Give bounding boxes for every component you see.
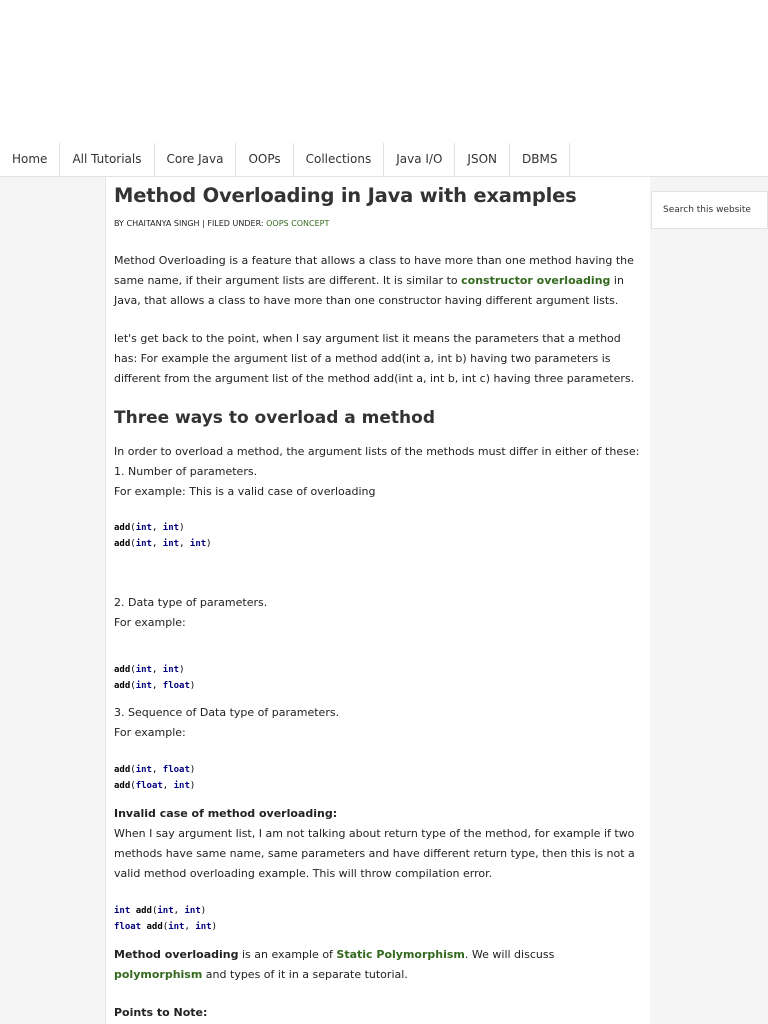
code-block-3: add(int, float) add(float, int) <box>114 765 196 791</box>
datatype-line-2: For example: <box>114 616 186 629</box>
code-type: int <box>135 681 152 691</box>
code-type: int <box>162 539 180 549</box>
code-fn: add <box>114 539 131 549</box>
code-type: int <box>135 539 152 549</box>
poly-text-b: . We will discuss <box>464 948 555 961</box>
ways-paragraph <box>114 442 644 502</box>
nav-all-tutorials[interactable]: All Tutorials <box>60 143 154 176</box>
code-type: float <box>135 781 163 791</box>
code-fn: add <box>114 681 131 691</box>
code-type: int <box>184 906 201 916</box>
code-fn: add <box>114 765 131 775</box>
code-type: int <box>135 765 152 775</box>
code-type: int <box>135 523 152 533</box>
nav-oops[interactable]: OOPs <box>236 143 293 176</box>
sequence-line-1: 3. Sequence of Data type of parameters. <box>114 706 340 719</box>
invalid-heading: Invalid case of method overloading: <box>114 807 338 820</box>
poly-text-a: is an example of <box>238 948 337 961</box>
code-block-2: add(int, int) add(int, float) <box>114 665 196 691</box>
code-fn: add <box>114 665 131 675</box>
left-gutter <box>0 177 105 1024</box>
code-type: int <box>157 906 174 916</box>
static-polymorphism-link[interactable]: Static Polymorphism <box>336 948 465 961</box>
code-fn: add <box>135 906 152 916</box>
article-meta <box>114 219 642 228</box>
nav-home[interactable]: Home <box>0 143 60 176</box>
code-fn: add <box>114 523 131 533</box>
code-type: int <box>162 523 180 533</box>
poly-text-c: and types of it in a separate tutorial. <box>202 968 408 981</box>
ways-line-2: 1. Number of parameters. <box>114 465 258 478</box>
polymorphism-link[interactable]: polymorphism <box>114 968 203 981</box>
intro-paragraph <box>114 251 644 311</box>
search-input[interactable]: Search this website <box>651 191 768 229</box>
code-type: int <box>189 539 207 549</box>
nav-dbms[interactable]: DBMS <box>510 143 570 176</box>
code-type: int <box>168 922 185 932</box>
code-type: int <box>114 906 131 916</box>
nav-collections[interactable]: Collections <box>294 143 385 176</box>
nav-core-java[interactable]: Core Java <box>155 143 237 176</box>
code-type: int <box>162 665 180 675</box>
code-fn: add <box>146 922 163 932</box>
category-link[interactable]: OOPS CONCEPT <box>266 219 330 228</box>
site-header <box>0 0 768 144</box>
method-overloading-bold: Method overloading <box>114 948 239 961</box>
code-type: int <box>173 781 190 791</box>
article <box>105 177 650 1024</box>
section-heading: Three ways to overload a method <box>114 408 436 428</box>
argument-list-paragraph: let's get back to the point, when I say argument list it means the parameters that a method has: For example the argument list of a method add(int a, int b) having two parameters is different from the argument list of the method add(int a, int b, int c) having three parameters. <box>114 332 635 385</box>
code-type: float <box>162 765 190 775</box>
nav-json[interactable]: JSON <box>455 143 510 176</box>
code-type: int <box>135 665 152 675</box>
invalid-text: When I say argument list, I am not talking about return type of the method, for example if two methods have same name, same parameters and have different return type, then this is not a valid method overloading example. This will throw compilation error. <box>114 827 635 880</box>
code-type: float <box>162 681 190 691</box>
polymorphism-paragraph <box>114 945 644 985</box>
sequence-line-2: For example: <box>114 726 186 739</box>
code-block-4: int add(int, int) float add(int, int) <box>114 906 217 932</box>
intro-text-b: in Java, that allows a class to have more than one constructor having different argument lists. <box>114 274 624 307</box>
code-block-1: add(int, int) add(int, int, int) <box>114 523 212 549</box>
ways-line-1: In order to overload a method, the argument lists of the methods must differ in either of these: <box>114 445 640 458</box>
nav-java-io[interactable]: Java I/O <box>384 143 455 176</box>
page-title: Method Overloading in Java with examples <box>114 184 577 207</box>
code-fn: add <box>114 781 131 791</box>
constructor-overloading-link[interactable]: constructor overloading <box>461 274 611 287</box>
code-type: int <box>195 922 212 932</box>
meta-byline: BY CHAITANYA SINGH | FILED UNDER: <box>114 219 267 228</box>
invalid-case-paragraph <box>114 804 644 884</box>
code-type: float <box>114 922 142 932</box>
intro-text-a: Method Overloading is a feature that allows a class to have more than one method having the same name, if their argument lists are different. It is similar to <box>114 254 634 287</box>
datatype-paragraph <box>114 593 644 633</box>
datatype-line-1: 2. Data type of parameters. <box>114 596 268 609</box>
points-heading: Points to Note: <box>114 1006 208 1019</box>
main-nav <box>0 143 768 177</box>
ways-line-3: For example: This is a valid case of overloading <box>114 485 376 498</box>
sequence-paragraph <box>114 703 644 743</box>
